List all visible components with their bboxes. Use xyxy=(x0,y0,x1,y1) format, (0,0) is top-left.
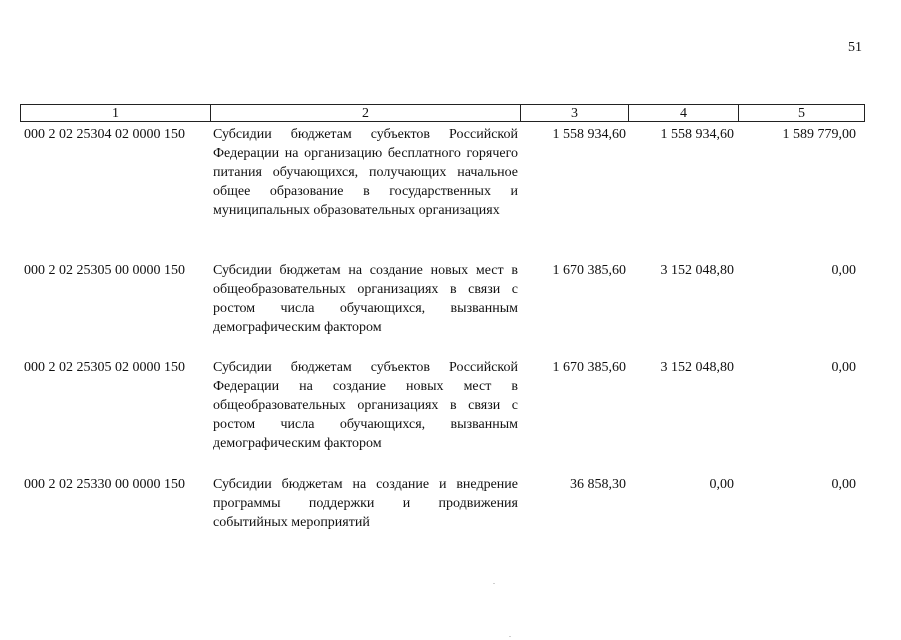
row-description: Субсидии бюджетам на создание новых мест в общеобразовательных организациях в связи с ростом числа обучающихся, вызванным демографическим фактором xyxy=(213,263,518,335)
budget-code: 000 2 02 25330 00 0000 150 xyxy=(24,477,185,492)
value-column-5: 0,00 xyxy=(831,360,856,375)
value-column-3: 1 670 385,60 xyxy=(552,360,626,375)
column-header-2: 2 xyxy=(211,105,521,121)
scan-speck xyxy=(493,583,495,584)
value-column-4: 0,00 xyxy=(709,477,734,492)
budget-code: 000 2 02 25305 00 0000 150 xyxy=(24,263,185,278)
value-column-3: 1 558 934,60 xyxy=(552,127,626,142)
row-description: Субсидии бюджетам субъектов Российской Федерации на создание новых мест в общеобразовательных организациях в связи с ростом числа обучающихся, вызванным демографическим фактором xyxy=(213,360,518,451)
column-header-1: 1 xyxy=(21,105,211,121)
page-number: 51 xyxy=(848,40,862,55)
table-header-row xyxy=(20,104,865,122)
row-description: Субсидии бюджетам на создание и внедрение программы поддержки и продвижения событийных мероприятий xyxy=(213,477,518,530)
value-column-4: 3 152 048,80 xyxy=(660,263,734,278)
column-header-3: 3 xyxy=(521,105,629,121)
value-column-4: 1 558 934,60 xyxy=(660,127,734,142)
row-description: Субсидии бюджетам субъектов Российской Федерации на организацию бесплатного горячего питания обучающихся, получающих начальное общее образование в государственных и муниципальных образовательных организациях xyxy=(213,127,518,218)
value-column-3: 1 670 385,60 xyxy=(552,263,626,278)
scan-speck xyxy=(509,636,511,637)
column-header-4: 4 xyxy=(629,105,739,121)
value-column-5: 1 589 779,00 xyxy=(782,127,856,142)
value-column-5: 0,00 xyxy=(831,263,856,278)
value-column-5: 0,00 xyxy=(831,477,856,492)
value-column-4: 3 152 048,80 xyxy=(660,360,734,375)
column-header-5: 5 xyxy=(798,106,805,121)
value-column-3: 36 858,30 xyxy=(570,477,626,492)
budget-code: 000 2 02 25305 02 0000 150 xyxy=(24,360,185,375)
budget-code: 000 2 02 25304 02 0000 150 xyxy=(24,127,185,142)
